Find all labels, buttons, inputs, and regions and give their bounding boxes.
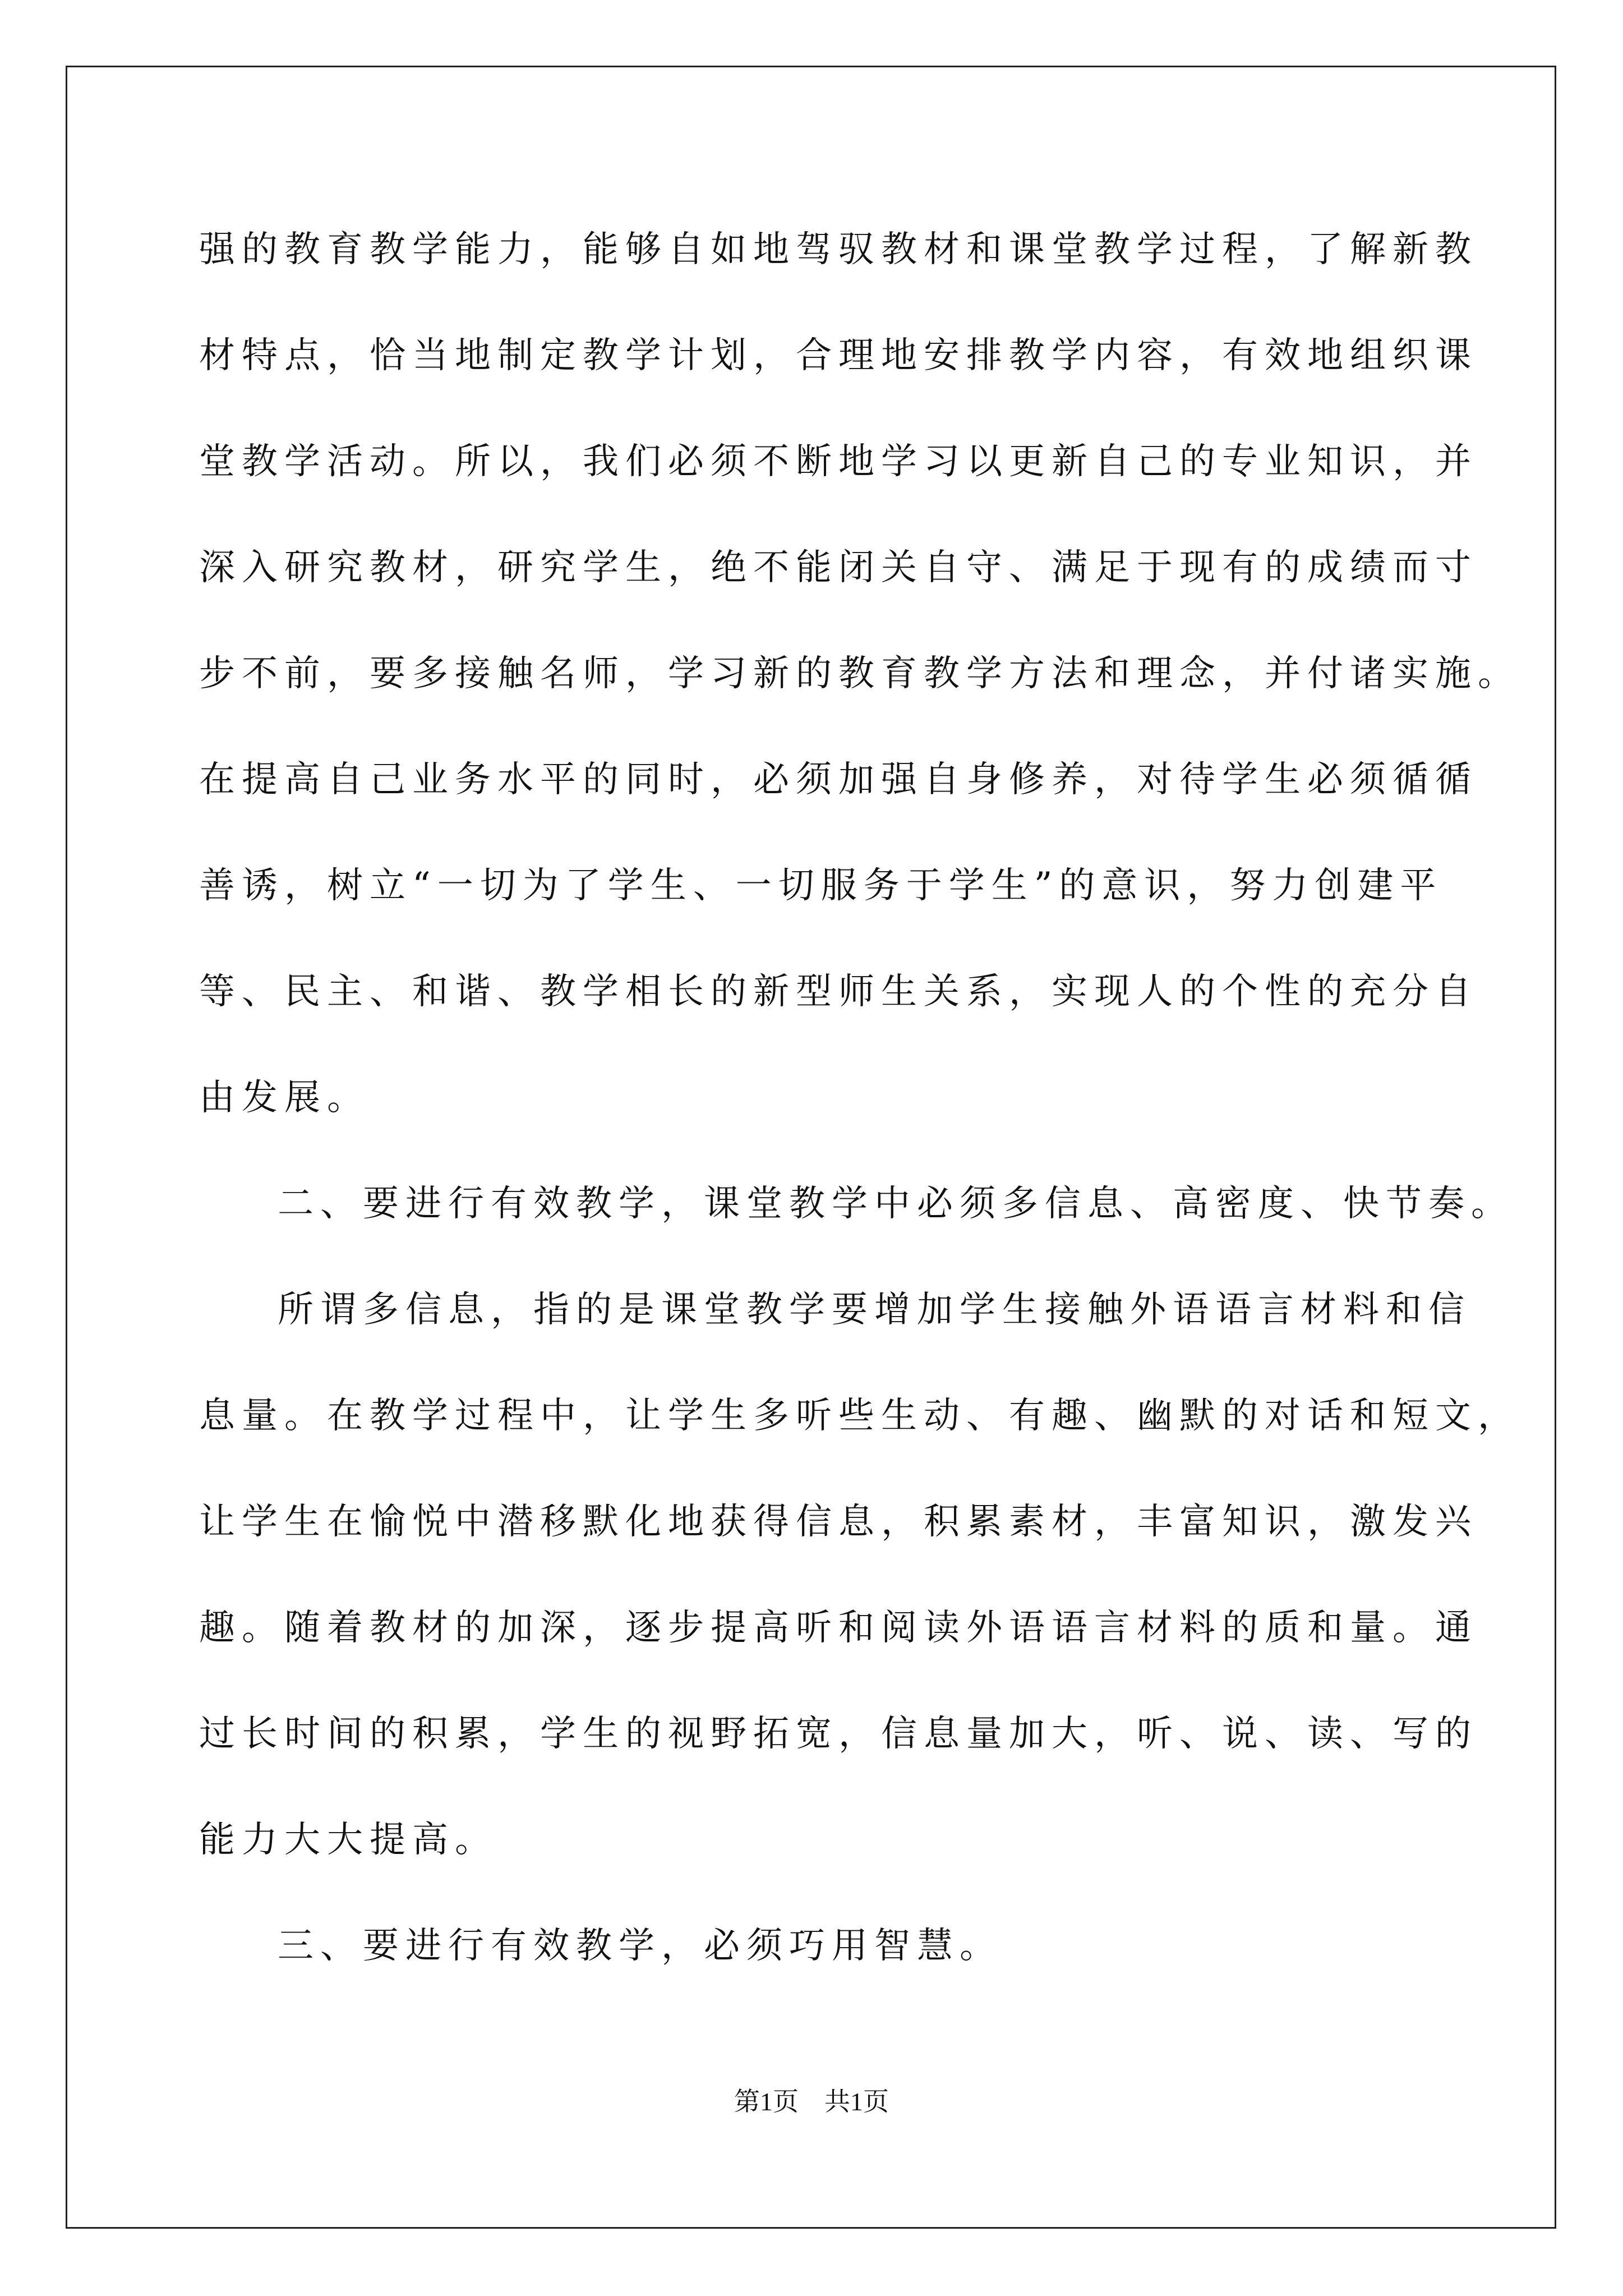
body-line: 材特点，恰当地制定教学计划，合理地安排教学内容，有效地组织课 bbox=[199, 335, 1478, 376]
body-line: 强的教育教学能力，能够自如地驾驭教材和课堂教学过程，了解新教 bbox=[199, 229, 1478, 270]
page-number: 第1页 共1页 bbox=[734, 2087, 889, 2116]
body-line: 深入研究教材，研究学生，绝不能闭关自守、满足于现有的成绩而寸 bbox=[199, 547, 1478, 588]
document-body bbox=[199, 213, 1520, 2016]
section-heading: 二、要进行有效教学，课堂教学中必须多信息、高密度、快节奏。 bbox=[278, 1183, 1514, 1225]
body-line: 趣。随着教材的加深，逐步提高听和阅读外语语言材料的质和量。通 bbox=[199, 1607, 1478, 1649]
body-line: 堂教学活动。所以，我们必须不断地学习以更新自己的专业知识，并 bbox=[199, 441, 1478, 482]
body-line: 息量。在教学过程中，让学生多听些生动、有趣、幽默的对话和短文， bbox=[199, 1395, 1520, 1437]
body-line: 所谓多信息，指的是课堂教学要增加学生接触外语语言材料和信 bbox=[278, 1289, 1471, 1331]
body-line: 由发展。 bbox=[199, 1077, 370, 1119]
body-line: 步不前，要多接触名师，学习新的教育教学方法和理念，并付诸实施。 bbox=[199, 653, 1520, 694]
body-line: 善诱，树立“一切为了学生、一切服务于学生”的意识，努力创建平 bbox=[199, 865, 1443, 907]
body-line: 过长时间的积累，学生的视野拓宽，信息量加大，听、说、读、写的 bbox=[199, 1713, 1478, 1755]
body-line: 能力大大提高。 bbox=[199, 1819, 497, 1861]
body-line: 在提高自己业务水平的同时，必须加强自身修养，对待学生必须循循 bbox=[199, 759, 1478, 800]
section-heading: 三、要进行有效教学，必须巧用智慧。 bbox=[278, 1925, 1002, 1967]
body-line: 让学生在愉悦中潜移默化地获得信息，积累素材，丰富知识，激发兴 bbox=[199, 1501, 1478, 1543]
body-line: 等、民主、和谐、教学相长的新型师生关系，实现人的个性的充分自 bbox=[199, 971, 1478, 1013]
